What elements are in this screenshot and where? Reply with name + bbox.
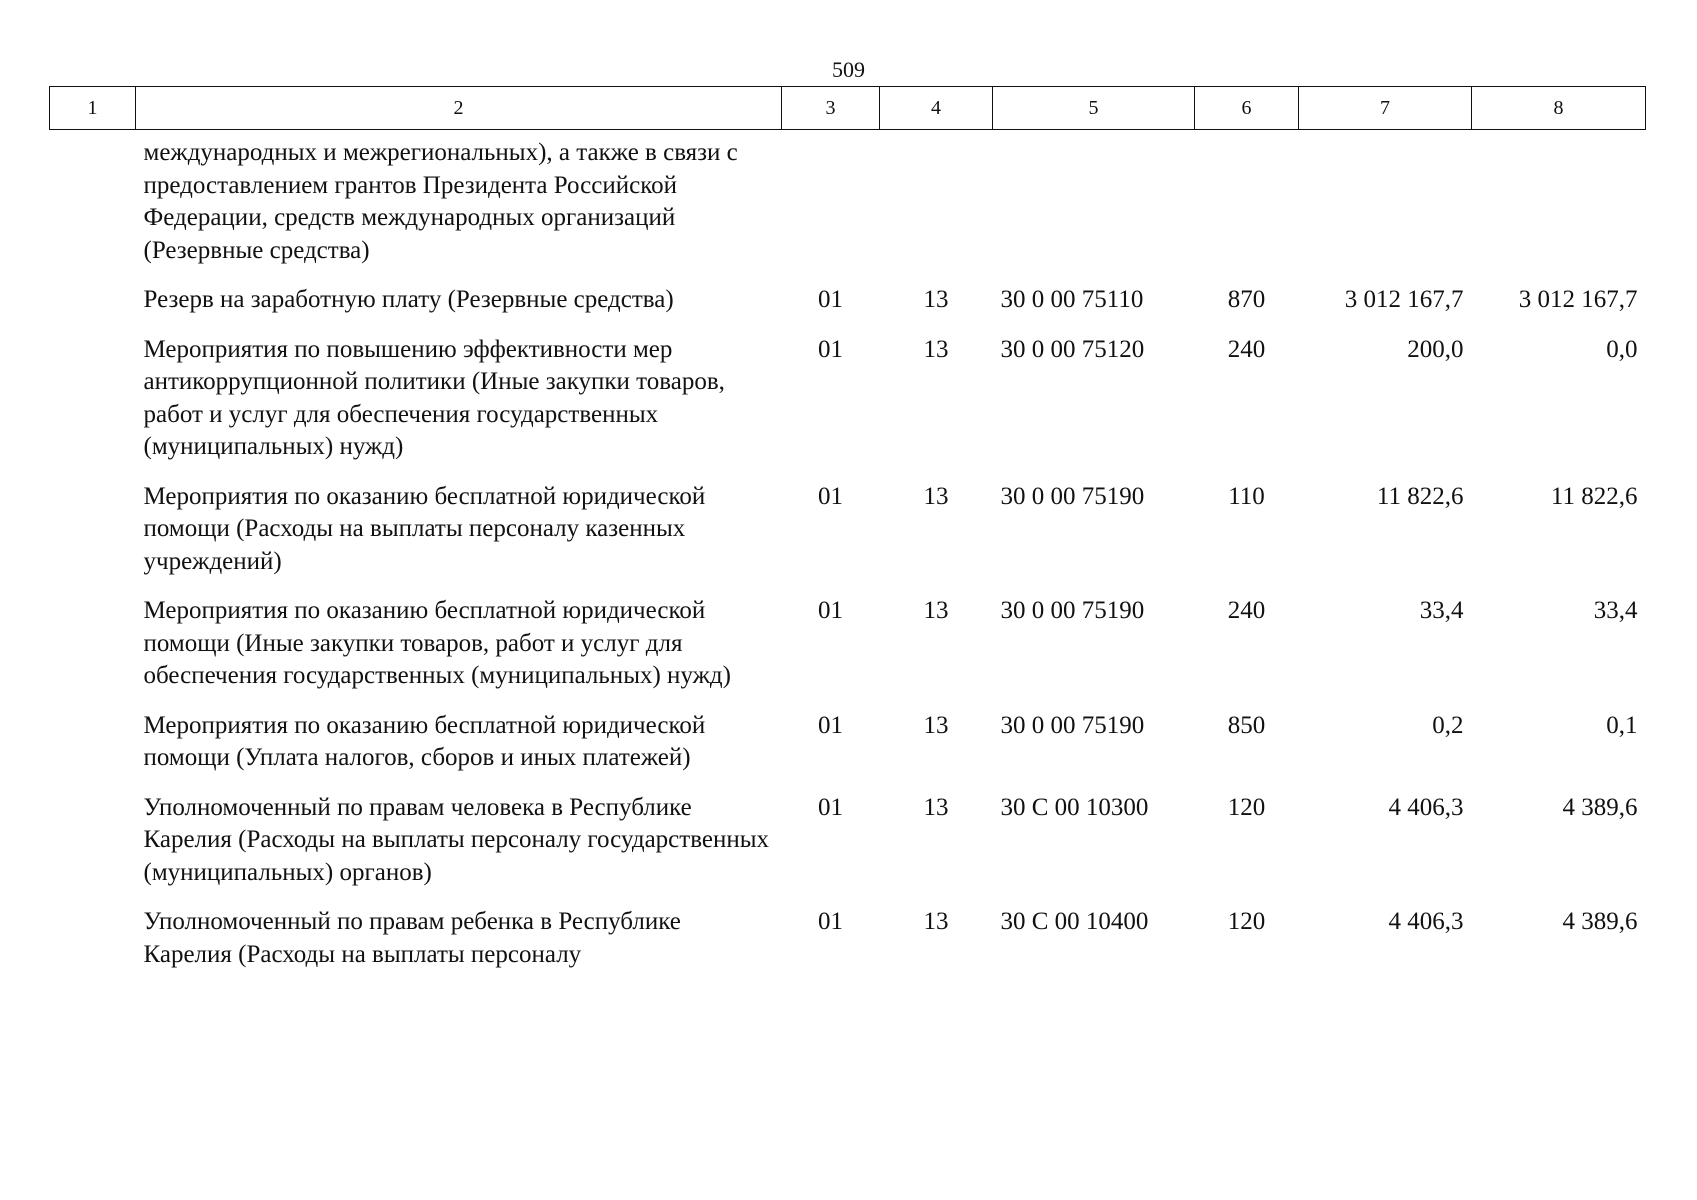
table-row bbox=[50, 906, 1646, 988]
table-row bbox=[50, 595, 1646, 710]
target-article-code: 30 0 00 75120 bbox=[1000, 335, 1145, 363]
table-row bbox=[50, 481, 1646, 596]
expense-name: Мероприятия по оказанию бесплатной юридической помощи (Иные закупки товаров, работ и услуг для обеспечения государственных (муниципальных) нужд) bbox=[143, 597, 731, 689]
column-header-6: 6 bbox=[1195, 87, 1299, 130]
target-article-code: 30 0 00 75190 bbox=[1000, 482, 1145, 510]
target-article-code: 30 С 00 10400 bbox=[1000, 908, 1149, 935]
section-code: 01 bbox=[818, 597, 843, 624]
section-code: 01 bbox=[818, 711, 843, 739]
table-row bbox=[50, 130, 1646, 285]
column-header-4: 4 bbox=[880, 87, 993, 130]
column-header-7: 7 bbox=[1299, 87, 1472, 130]
table-row bbox=[50, 710, 1646, 792]
amount-col-8: 4 389,6 bbox=[1562, 908, 1638, 935]
target-article-code: 30 С 00 10300 bbox=[1000, 793, 1149, 821]
amount-col-7 bbox=[1299, 130, 1472, 285]
expense-name: Мероприятия по оказанию бесплатной юридической помощи (Уплата налогов, сборов и иных платежей) bbox=[143, 711, 706, 771]
section-code bbox=[782, 130, 880, 285]
column-number-header-row bbox=[50, 87, 1646, 130]
column-header-2: 2 bbox=[136, 87, 782, 130]
subsection-code: 13 bbox=[923, 793, 949, 821]
amount-col-7: 4 406,3 bbox=[1388, 908, 1464, 935]
expense-name: международных и межрегиональных), а также в связи с предоставлением грантов Президента Российской Федерации, средств международных организаций (Резервные средства) bbox=[143, 139, 738, 264]
expense-name: Мероприятия по повышению эффективности мер антикоррупционной политики (Иные закупки товаров, работ и услуг для обеспечения государственных (муниципальных) нужд) bbox=[143, 335, 725, 460]
amount-col-8 bbox=[1472, 130, 1646, 285]
page-number: 509 bbox=[832, 57, 865, 82]
section-code: 01 bbox=[818, 286, 843, 313]
table-row bbox=[50, 334, 1646, 481]
expense-name: Уполномоченный по правам человека в Республике Карелия (Расходы на выплаты персоналу государственных (муниципальных) органов) bbox=[143, 793, 770, 886]
expense-type-code: 850 bbox=[1227, 711, 1266, 739]
expense-type-code: 240 bbox=[1227, 597, 1266, 624]
expense-type-code: 240 bbox=[1227, 335, 1266, 363]
section-code: 01 bbox=[818, 482, 843, 510]
section-code: 01 bbox=[818, 793, 843, 821]
amount-col-7: 4 406,3 bbox=[1388, 793, 1464, 821]
expense-name: Мероприятия по оказанию бесплатной юридической помощи (Расходы на выплаты персоналу казенных учреждений) bbox=[143, 482, 706, 575]
amount-col-7: 200,0 bbox=[1407, 335, 1464, 363]
expense-name: Уполномоченный по правам ребенка в Республике Карелия (Расходы на выплаты персоналу bbox=[143, 908, 681, 968]
expense-type-code bbox=[1195, 130, 1299, 285]
amount-col-8: 0,1 bbox=[1606, 711, 1638, 739]
amount-col-8: 3 012 167,7 bbox=[1518, 286, 1638, 313]
subsection-code bbox=[880, 130, 993, 285]
target-article-code bbox=[993, 130, 1195, 285]
column-header-8: 8 bbox=[1472, 87, 1646, 130]
amount-col-7: 3 012 167,7 bbox=[1344, 286, 1464, 313]
expense-type-code: 870 bbox=[1227, 286, 1266, 313]
column-header-1: 1 bbox=[50, 87, 136, 130]
column-header-5: 5 bbox=[993, 87, 1195, 130]
table-row bbox=[50, 284, 1646, 334]
expense-type-code: 120 bbox=[1227, 908, 1266, 935]
section-code: 01 bbox=[818, 908, 843, 935]
amount-col-7: 33,4 bbox=[1419, 597, 1464, 624]
subsection-code: 13 bbox=[923, 908, 949, 935]
target-article-code: 30 0 00 75190 bbox=[1000, 711, 1145, 739]
subsection-code: 13 bbox=[923, 482, 949, 510]
amount-col-8: 0,0 bbox=[1606, 335, 1638, 363]
expense-type-code: 120 bbox=[1227, 793, 1266, 821]
amount-col-7: 0,2 bbox=[1432, 711, 1464, 739]
expense-name: Резерв на заработную плату (Резервные средства) bbox=[143, 286, 674, 313]
budget-table bbox=[49, 86, 1646, 988]
section-code: 01 bbox=[818, 335, 843, 363]
amount-col-8: 33,4 bbox=[1593, 597, 1638, 624]
amount-col-7: 11 822,6 bbox=[1376, 482, 1464, 510]
column-header-3: 3 bbox=[782, 87, 880, 130]
target-article-code: 30 0 00 75110 bbox=[1000, 286, 1144, 313]
target-article-code: 30 0 00 75190 bbox=[1000, 597, 1145, 624]
subsection-code: 13 bbox=[923, 335, 949, 363]
table-row bbox=[50, 792, 1646, 907]
subsection-code: 13 bbox=[923, 597, 949, 624]
expense-type-code: 110 bbox=[1228, 482, 1265, 510]
subsection-code: 13 bbox=[923, 286, 949, 313]
amount-col-8: 11 822,6 bbox=[1550, 482, 1638, 510]
subsection-code: 13 bbox=[923, 711, 949, 739]
amount-col-8: 4 389,6 bbox=[1562, 793, 1638, 821]
